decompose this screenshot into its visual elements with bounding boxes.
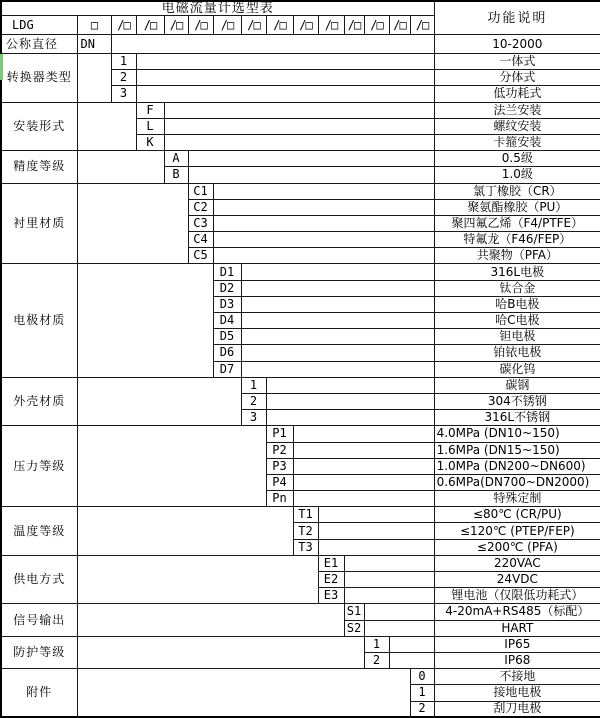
- option-code: E3: [318, 588, 344, 604]
- blank-cell: [293, 458, 434, 474]
- option-desc: 4-20mA+RS485（标配）: [434, 604, 600, 620]
- blank-cell: [77, 151, 164, 183]
- option-code: D6: [213, 345, 241, 361]
- section-label: 附件: [1, 669, 77, 718]
- blank-cell: [266, 410, 434, 426]
- blank-cell: [213, 232, 434, 248]
- blank-cell: [241, 280, 434, 296]
- model-slot: /□: [164, 16, 188, 35]
- blank-cell: [241, 345, 434, 361]
- section-label: 压力等级: [1, 426, 77, 507]
- section-label: 温度等级: [1, 507, 77, 556]
- section-label: 电极材质: [1, 264, 77, 377]
- option-code: 1: [241, 377, 266, 393]
- blank-cell: [77, 377, 241, 426]
- option-code: 2: [241, 393, 266, 409]
- blank-cell: [77, 264, 213, 377]
- model-slot: /□: [213, 16, 241, 35]
- option-desc: 共聚物（PFA）: [434, 248, 600, 264]
- option-code: P2: [266, 442, 293, 458]
- model-slot: /□: [410, 16, 434, 35]
- option-code: 2: [410, 701, 434, 717]
- blank-cell: [344, 572, 434, 588]
- blank-cell: [293, 491, 434, 507]
- model-slot: /□: [389, 16, 410, 35]
- option-desc: HART: [434, 620, 600, 636]
- option-code: 1: [364, 636, 389, 652]
- option-desc: 刮刀电极: [434, 701, 600, 717]
- option-code: C3: [188, 215, 213, 231]
- option-desc: 锂电池（仅限低功耗式）: [434, 588, 600, 604]
- blank-cell: [77, 507, 293, 556]
- option-desc: ≤120℃ (PTEP/FEP): [434, 523, 600, 539]
- blank-cell: [389, 652, 434, 668]
- section-label: 转换器类型: [1, 54, 77, 103]
- option-code: 3: [241, 410, 266, 426]
- option-code: D5: [213, 329, 241, 345]
- option-code: T2: [293, 523, 318, 539]
- page-title: 电磁流量计选型表: [1, 1, 434, 16]
- option-code: S2: [344, 620, 364, 636]
- section-label: 衬里材质: [1, 183, 77, 264]
- option-code: E2: [318, 572, 344, 588]
- option-desc: 氯丁橡胶（CR）: [434, 183, 600, 199]
- option-desc: 不接地: [434, 669, 600, 685]
- option-code: Pn: [266, 491, 293, 507]
- blank-cell: [266, 393, 434, 409]
- section-label: 外壳材质: [1, 377, 77, 426]
- option-code: P1: [266, 426, 293, 442]
- blank-cell: [188, 167, 434, 183]
- section-label: 安装形式: [1, 102, 77, 151]
- option-desc: 316L电极: [434, 264, 600, 280]
- option-code: C4: [188, 232, 213, 248]
- option-code: B: [164, 167, 188, 183]
- blank-cell: [77, 102, 136, 151]
- model-prefix: LDG: [1, 16, 77, 35]
- option-code: 1: [410, 685, 434, 701]
- option-desc: 1.6MPa (DN15~150): [434, 442, 600, 458]
- option-code: P4: [266, 474, 293, 490]
- option-desc: 0.5级: [434, 151, 600, 167]
- option-desc: 法兰安装: [434, 102, 600, 118]
- model-slot: /□: [318, 16, 344, 35]
- option-desc: 哈C电极: [434, 313, 600, 329]
- option-code: 1: [111, 54, 136, 70]
- option-desc: 1.0MPa (DN200~DN600): [434, 458, 600, 474]
- option-desc: 0.6MPa(DN700~DN2000): [434, 474, 600, 490]
- blank-cell: [164, 102, 434, 118]
- option-code: L: [136, 118, 164, 134]
- blank-cell: [213, 199, 434, 215]
- blank-cell: [213, 215, 434, 231]
- option-desc: 聚氨酯橡胶（PU）: [434, 199, 600, 215]
- option-desc: 碳化钨: [434, 361, 600, 377]
- section-label: 防护等级: [1, 636, 77, 668]
- option-desc: 特氟龙（F46/FEP）: [434, 232, 600, 248]
- option-code: 2: [111, 70, 136, 86]
- option-desc: 钛合金: [434, 280, 600, 296]
- option-desc: 聚四氟乙烯（F4/PTFE）: [434, 215, 600, 231]
- option-code: F: [136, 102, 164, 118]
- option-desc: 接地电极: [434, 685, 600, 701]
- blank-cell: [77, 636, 364, 668]
- section-label: 精度等级: [1, 151, 77, 183]
- section-label: 公称直径: [1, 35, 77, 54]
- blank-cell: [136, 70, 434, 86]
- option-code: DN: [77, 35, 111, 54]
- green-edge-artifact: [0, 54, 3, 80]
- model-slot: /□: [136, 16, 164, 35]
- option-desc: 304不锈钢: [434, 393, 600, 409]
- option-code: A: [164, 151, 188, 167]
- option-code: T3: [293, 539, 318, 555]
- model-slot: /□: [293, 16, 318, 35]
- blank-cell: [293, 426, 434, 442]
- blank-cell: [266, 377, 434, 393]
- option-desc: 特殊定制: [434, 491, 600, 507]
- option-code: D4: [213, 313, 241, 329]
- blank-cell: [188, 151, 434, 167]
- blank-cell: [213, 248, 434, 264]
- option-desc: 钽电极: [434, 329, 600, 345]
- blank-cell: [241, 313, 434, 329]
- blank-cell: [77, 669, 410, 718]
- blank-cell: [344, 555, 434, 571]
- model-slot: /□: [364, 16, 389, 35]
- option-desc: 碳钢: [434, 377, 600, 393]
- model-box: □: [77, 16, 111, 35]
- blank-cell: [77, 555, 318, 604]
- blank-cell: [111, 35, 434, 54]
- option-desc: 卡箍安装: [434, 134, 600, 150]
- model-slot: /□: [344, 16, 364, 35]
- blank-cell: [318, 539, 434, 555]
- model-slot: /□: [188, 16, 213, 35]
- option-desc: 4.0MPa (DN10~150): [434, 426, 600, 442]
- blank-cell: [364, 620, 434, 636]
- blank-cell: [318, 523, 434, 539]
- blank-cell: [241, 361, 434, 377]
- blank-cell: [136, 86, 434, 102]
- option-desc: ≤200℃ (PFA): [434, 539, 600, 555]
- option-desc: IP65: [434, 636, 600, 652]
- option-code: D1: [213, 264, 241, 280]
- option-code: T1: [293, 507, 318, 523]
- option-desc: ≤80℃ (CR/PU): [434, 507, 600, 523]
- option-desc: 1.0级: [434, 167, 600, 183]
- section-label: 信号输出: [1, 604, 77, 636]
- option-desc: 低功耗式: [434, 86, 600, 102]
- option-desc: 哈B电极: [434, 296, 600, 312]
- blank-cell: [293, 474, 434, 490]
- blank-cell: [364, 604, 434, 620]
- function-column-header: 功能说明: [434, 1, 600, 35]
- option-code: D3: [213, 296, 241, 312]
- option-code: K: [136, 134, 164, 150]
- option-code: E1: [318, 555, 344, 571]
- option-desc: IP68: [434, 652, 600, 668]
- model-slot: /□: [241, 16, 266, 35]
- option-code: D7: [213, 361, 241, 377]
- option-code: C1: [188, 183, 213, 199]
- model-slot: /□: [111, 16, 136, 35]
- option-desc: 一体式: [434, 54, 600, 70]
- blank-cell: [164, 118, 434, 134]
- model-slot: /□: [266, 16, 293, 35]
- option-desc: 分体式: [434, 70, 600, 86]
- option-desc: 316L不锈钢: [434, 410, 600, 426]
- blank-cell: [77, 183, 188, 264]
- blank-cell: [136, 54, 434, 70]
- blank-cell: [241, 329, 434, 345]
- blank-cell: [77, 604, 344, 636]
- option-code: D2: [213, 280, 241, 296]
- option-code: 2: [364, 652, 389, 668]
- option-code: C2: [188, 199, 213, 215]
- blank-cell: [389, 636, 434, 652]
- option-code: 3: [111, 86, 136, 102]
- option-desc: 螺纹安装: [434, 118, 600, 134]
- blank-cell: [213, 183, 434, 199]
- option-desc: 24VDC: [434, 572, 600, 588]
- blank-cell: [293, 442, 434, 458]
- blank-cell: [318, 507, 434, 523]
- blank-cell: [241, 264, 434, 280]
- option-code: 0: [410, 669, 434, 685]
- option-code: P3: [266, 458, 293, 474]
- option-code: C5: [188, 248, 213, 264]
- option-desc: 10-2000: [434, 35, 600, 54]
- blank-cell: [344, 588, 434, 604]
- blank-cell: [164, 134, 434, 150]
- blank-cell: [77, 54, 111, 103]
- option-desc: 220VAC: [434, 555, 600, 571]
- blank-cell: [241, 296, 434, 312]
- option-desc: 铂铱电极: [434, 345, 600, 361]
- blank-cell: [77, 426, 266, 507]
- section-label: 供电方式: [1, 555, 77, 604]
- option-code: S1: [344, 604, 364, 620]
